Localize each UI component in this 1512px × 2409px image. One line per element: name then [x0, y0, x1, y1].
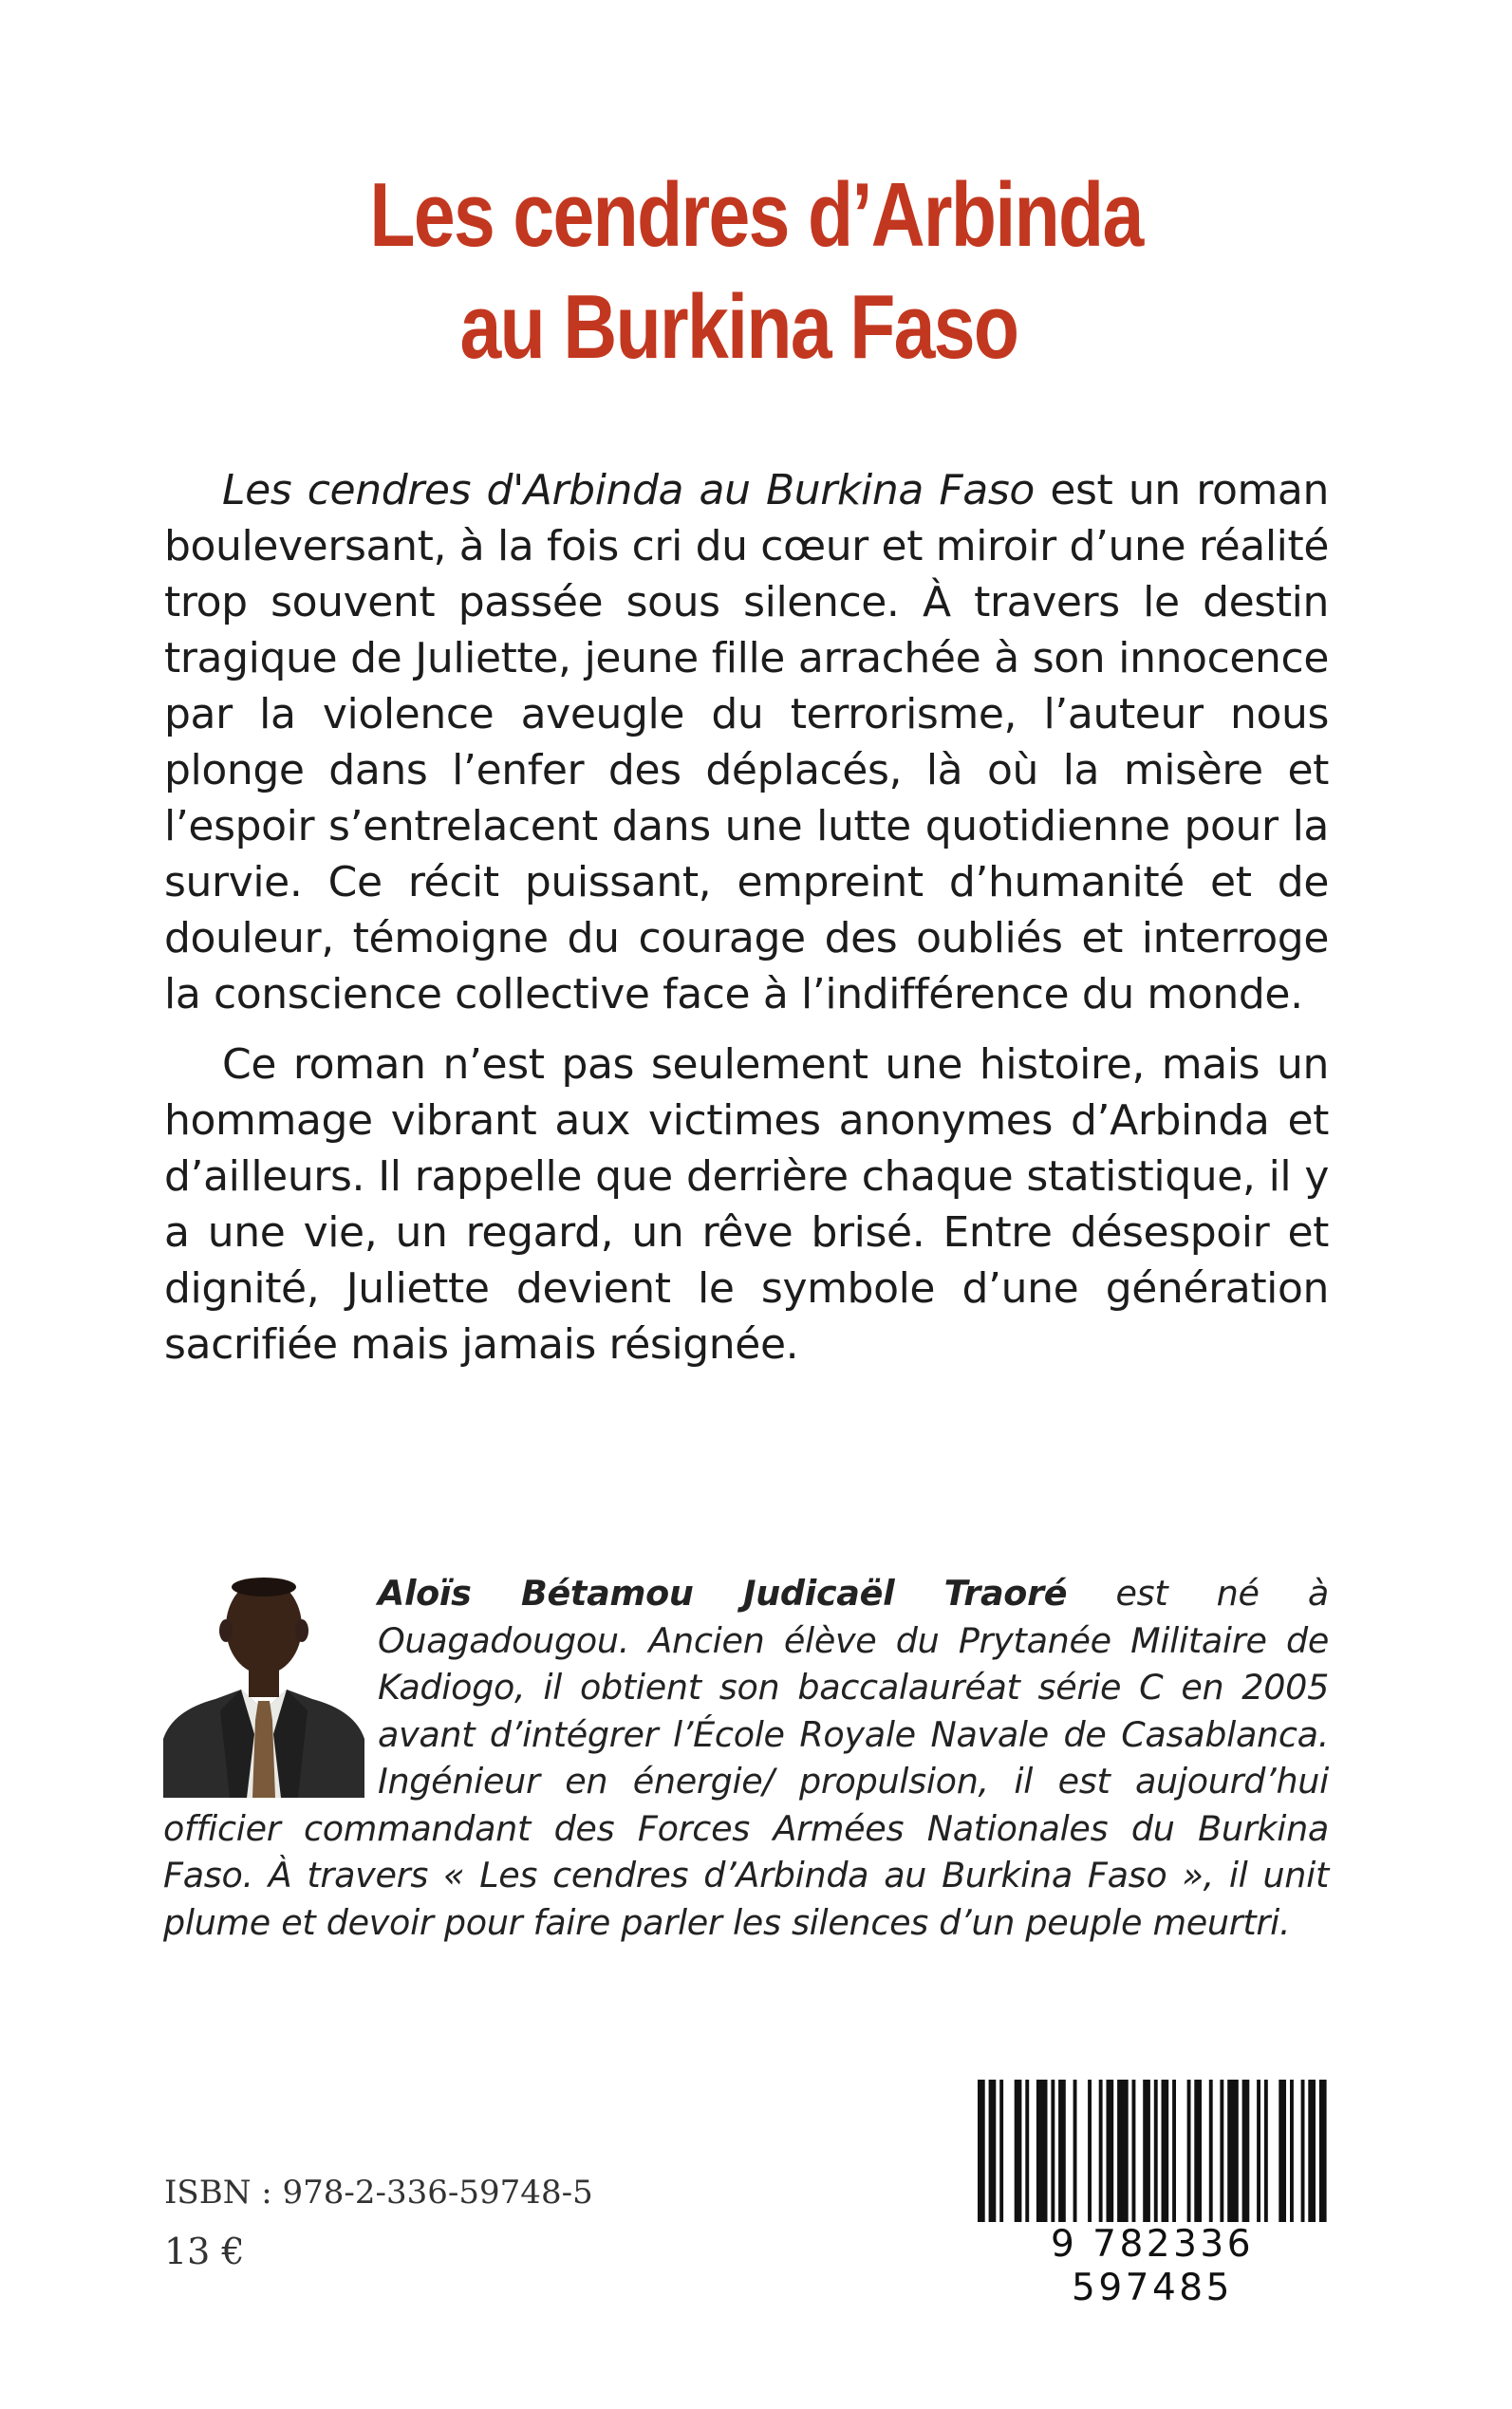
barcode-bar — [1099, 2080, 1103, 2222]
barcode-bar — [1107, 2080, 1114, 2222]
synopsis — [164, 462, 1329, 1387]
barcode-bar — [1036, 2080, 1048, 2222]
title-line-1: Les cendres d’Arbinda — [369, 164, 1143, 266]
barcode-bar — [1264, 2080, 1268, 2222]
author-bio-text: est né à Ouagadougou. Ancien élève du Prytanée Militaire de Kadiogo, il obtient son baccalauréat série C en 2005 avant d’intégrer l’École Royale Navale de Casablanca. Ingénieur en énergie/ propulsion, il est aujourd’hui officier commandant des Forces Armées Nationales du Burkina Faso. À travers « Les cendres d’Arbinda au Burkina Faso », il unit plume et devoir pour faire parler les silences d’un peuple meurtri. — [163, 1573, 1329, 1943]
barcode-bar — [1279, 2080, 1286, 2222]
barcode-bar — [1242, 2080, 1250, 2222]
barcode-bar — [1319, 2080, 1327, 2222]
barcode-bar — [1301, 2080, 1305, 2222]
barcode-bar — [978, 2080, 985, 2222]
barcode-bar — [989, 2080, 997, 2222]
barcode-bar — [1088, 2080, 1092, 2222]
barcode-bar — [1132, 2080, 1136, 2222]
author-bio — [163, 1570, 1329, 1946]
barcode-bar — [1154, 2080, 1158, 2222]
barcode-bar — [1194, 2080, 1202, 2222]
synopsis-paragraph-1-text: est un roman bouleversant, à la fois cri du cœur et miroir d’une réalité trop souvent passée sous silence. À travers le destin tragique de Juliette, jeune fille arrachée à son innocence par la violence aveugle du terrorisme, l’auteur nous plonge dans l’enfer des déplacés, là où la misère et l’espoir s’entrelacent dans une lutte quotidienne pour la survie. Ce récit puissant, empreint d’humanité et de douleur, témoigne du courage des oubliés et interroge la conscience collective face à l’indifférence du monde. — [164, 466, 1329, 1018]
barcode-bar — [1220, 2080, 1223, 2222]
barcode-digits: 9 782336 597485 — [1050, 2223, 1255, 2309]
barcode-bar — [1117, 2080, 1129, 2222]
barcode-bar — [1058, 2080, 1066, 2222]
book-title — [136, 159, 1375, 383]
title-line-2: au Burkina Faso — [459, 276, 1018, 378]
barcode-bar — [1209, 2080, 1213, 2222]
barcode-bar — [1290, 2080, 1294, 2222]
barcode-bars — [970, 2080, 1335, 2222]
isbn: ISBN : 978-2-336-59748-5 — [164, 2174, 593, 2212]
barcode-bar — [1172, 2080, 1176, 2222]
barcode-bar — [1187, 2080, 1191, 2222]
barcode-bar — [1015, 2080, 1022, 2222]
barcode-bar — [1143, 2080, 1150, 2222]
author-name: Aloïs Bétamou Judicaël Traoré — [378, 1573, 1068, 1614]
barcode-bar — [1227, 2080, 1239, 2222]
barcode-bar — [1162, 2080, 1169, 2222]
synopsis-book-title: Les cendres d'Arbinda au Burkina Faso — [222, 466, 1035, 514]
barcode-bar — [1308, 2080, 1316, 2222]
barcode-bar — [999, 2080, 1003, 2222]
synopsis-paragraph-1 — [164, 462, 1329, 1022]
barcode-bar — [1051, 2080, 1055, 2222]
synopsis-paragraph-2: Ce roman n’est pas seulement une histoire, mais un hommage vibrant aux victimes anonymes d’Arbinda et d’ailleurs. Il rappelle que derrière chaque statistique, il y a une vie, un regard, un rêve brisé. Entre désespoir et dignité, Juliette devient le symbole d’une génération sacrifiée mais jamais résignée. — [164, 1040, 1329, 1369]
barcode-bar — [1073, 2080, 1077, 2222]
barcode-bar — [1025, 2080, 1029, 2222]
photo-spacer — [163, 1570, 378, 1802]
price: 13 € — [164, 2231, 245, 2272]
barcode-bar — [1257, 2080, 1260, 2222]
